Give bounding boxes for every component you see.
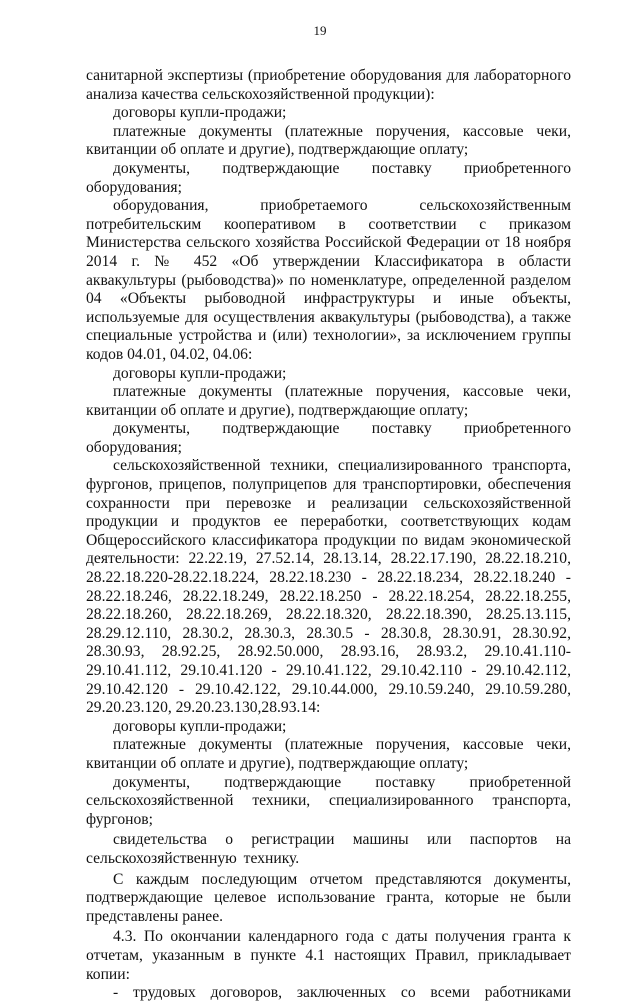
paragraph-employment-contracts: - трудовых договоров, заключенных со всеми работниками [113,984,571,1002]
paragraph-payment-documents: платежные документы (платежные поручения, кассовые чеки, квитанции об оплате и другие), подтверждающие оплату; [86,383,571,419]
paragraph-aquaculture-equipment: оборудования, приобретаемого сельскохозяйственным потребительским кооперативом в соответствии с приказом Министерства сельского хозяйства Российской Федерации от 18 ноября 2014 г. № 452 «Об утверждении Классификатора в области аквакультуры (рыбоводства)» по номенклатуре, определенной разделом 04 «Объекты рыбоводной инфраструктуры и иные объекты, используемые для осуществления аквакультуры (рыбоводства), а также специальные устройства и (или) технологии», за исключением группы кодов 04.01, 04.02, 04.06: [86,197,571,363]
paragraph-sanitary-expertise: санитарной экспертизы (приобретение оборудования для лабораторного анализа качества сельскохозяйственной продукции): [86,67,571,103]
paragraph-delivery-documents: документы, подтверждающие поставку приобретенного оборудования; [86,159,571,196]
paragraph-machinery-delivery-documents: документы, подтверждающие поставку приобретенной сельскохозяйственной техники, специализированного транспорта, фургонов; [86,773,571,828]
paragraph-sale-contracts: договоры купли-продажи; [113,364,287,382]
paragraph-payment-documents: платежные документы (платежные поручения, кассовые чеки, квитанции об оплате и другие), подтверждающие оплату; [86,122,571,159]
paragraph-payment-documents: платежные документы (платежные поручения, кассовые чеки, квитанции об оплате и другие), подтверждающие оплату; [86,736,571,772]
paragraph-agricultural-machinery-codes: сельскохозяйственной техники, специализированного транспорта, фургонов, прицепов, полуприцепов для транспортировки, обеспечения сохранности при перевозке и реализации сельскохозяйственной продукции и продуктов ее переработки, соответствующих кодам Общероссийского классификатора продукции по видам экономической деятельности: 22.22.19, 27.52.14, 28.13.14, 28.22.17.190, 28.22.18.210, 28.22.18.220-28.22.18.224, 28.22.18.230 - 28.22.18.234, 28.22.18.240 - 28.22.18.246, 28.22.18.249, 28.22.18.250 - 28.22.18.254, 28.22.18.255, 28.22.18.260, 28.22.18.269, 28.22.18.320, 28.22.18.390, 28.25.13.115, 28.29.12.110, 28.30.2, 28.30.3, 28.30.5 - 28.30.8, 28.30.91, 28.30.92, 28.30.93, 28.92.25, 28.92.50.000, 28.93.16, 28.93.2, 29.10.41.110-29.10.41.112, 29.10.41.120 - 29.10.41.122, 29.10.42.110 - 29.10.42.112, 29.10.42.120 - 29.10.42.122, 29.10.44.000, 29.10.59.240, 29.10.59.280, 29.20.23.120, 29.20.23.130,28.93.14: [86,457,571,717]
document-body [86,67,571,1003]
paragraph-sale-contracts: договоры купли-продажи; [113,104,287,122]
paragraph-registration-certificates: свидетельства о регистрации машины или паспортов на сельскохозяйственную технику. [86,831,571,867]
page-number: 19 [313,23,327,38]
paragraph-section-4-3: 4.3. По окончании календарного года с даты получения гранта к отчетам, указанным в пункте 4.1 настоящих Правил, прикладывает копии: [86,928,571,983]
paragraph-sale-contracts: договоры купли-продажи; [113,717,287,735]
paragraph-subsequent-reports: С каждым последующим отчетом представляются документы, подтверждающие целевое использование гранта, которые не были представлены ранее. [86,870,571,925]
paragraph-delivery-documents: документы, подтверждающие поставку приобретенного оборудования; [86,420,571,456]
